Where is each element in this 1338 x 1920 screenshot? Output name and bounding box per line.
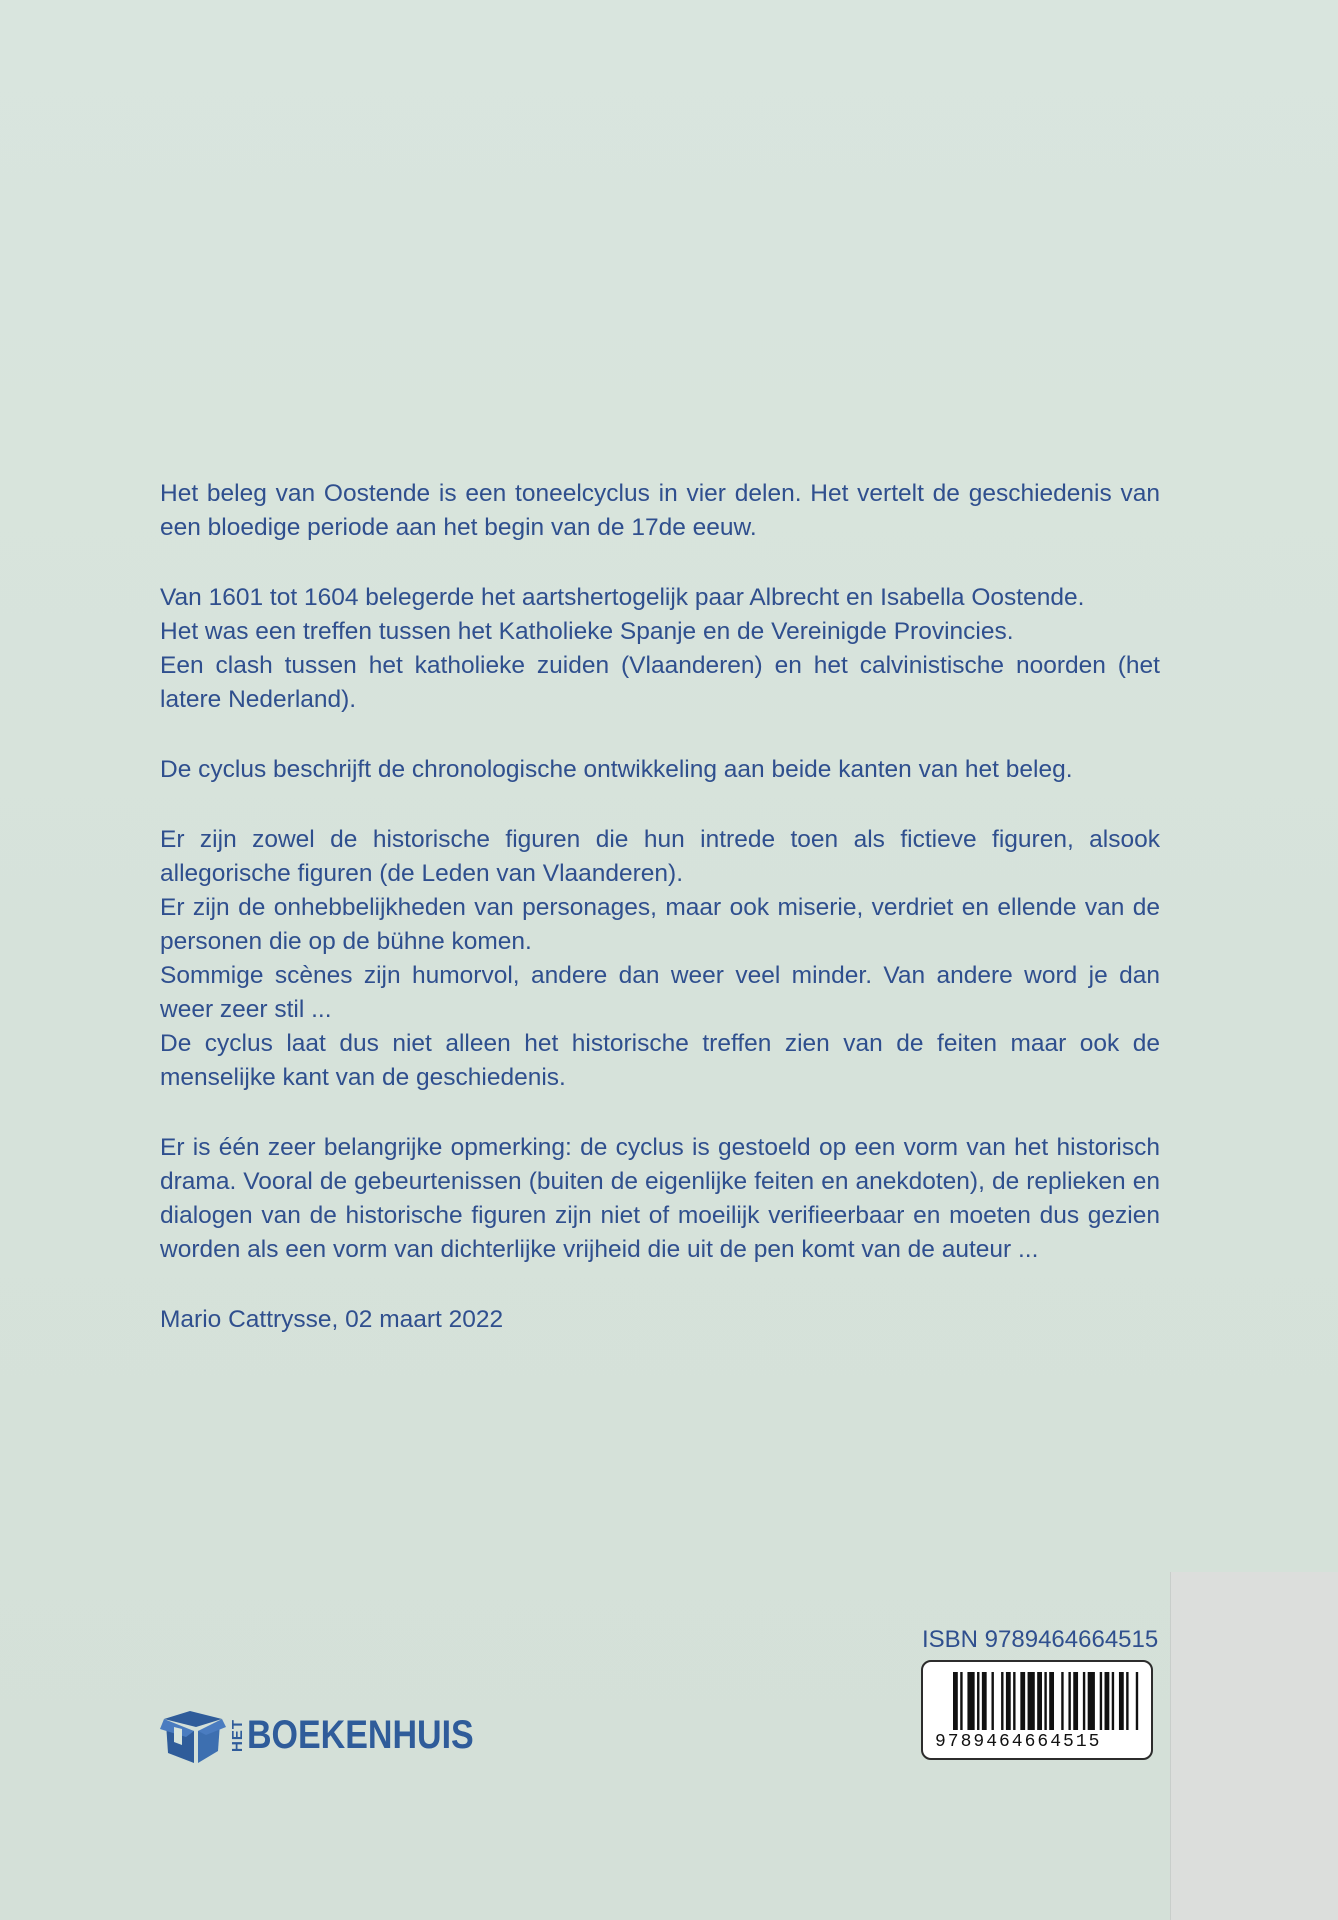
publisher-name: BOEKENHUIS xyxy=(247,1712,474,1757)
blurb-line: Er zijn de onhebbelijkheden van personages, maar ook miserie, verdriet en ellende van de personen die op de bühne komen. xyxy=(160,894,1160,955)
blurb-line: De cyclus laat dus niet alleen het historische treffen zien van de feiten maar ook de menselijke kant van de geschiedenis. xyxy=(160,1030,1160,1091)
open-box-icon xyxy=(160,1705,226,1765)
sticker-tab xyxy=(1170,1572,1338,1920)
blurb-paragraph-5: Er is één zeer belangrijke opmerking: de cyclus is gestoeld op een vorm van het historisch drama. Vooral de gebeurtenissen (buiten de eigenlijke feiten en anekdoten), de replieken en dialogen van de historische figuren zijn niet of moeilijk verifieerbaar en moeten dus gezien worden als een vorm van dichterlijke vrijheid die uit de pen komt van de auteur ... xyxy=(160,1134,1160,1263)
blurb-line: Sommige scènes zijn humorvol, andere dan weer veel minder. Van andere word je dan weer zeer stil ... xyxy=(160,962,1160,1023)
blurb-line: Het was een treffen tussen het Katholieke Spanje en de Vereinigde Provincies. xyxy=(160,618,1014,645)
isbn-label: ISBN 9789464664515 xyxy=(922,1626,1159,1653)
publisher-logo xyxy=(160,1705,514,1765)
barcode-bars xyxy=(953,1672,1143,1730)
blurb-line: Van 1601 tot 1604 belegerde het aartshertogelijk paar Albrecht en Isabella Oostende. xyxy=(160,584,1085,611)
blurb-line: Er zijn zowel de historische figuren die hun intrede toen als fictieve figuren, alsook allegorische figuren (de Leden van Vlaanderen). xyxy=(160,826,1160,887)
blurb-line: Een clash tussen het katholieke zuiden (Vlaanderen) en het calvinistische noorden (het latere Nederland). xyxy=(160,652,1160,713)
barcode xyxy=(921,1660,1153,1760)
blurb-paragraph-4 xyxy=(160,823,1160,1095)
author-signature: Mario Cattrysse, 02 maart 2022 xyxy=(160,1306,504,1333)
blurb-paragraph-3: De cyclus beschrijft de chronologische ontwikkeling aan beide kanten van het beleg. xyxy=(160,756,1073,783)
publisher-het: HET xyxy=(229,1718,246,1752)
blurb-paragraph-1: Het beleg van Oostende is een toneelcyclus in vier delen. Het vertelt de geschiedenis van een bloedige periode aan het begin van de 17de eeuw. xyxy=(160,480,1160,541)
barcode-digits: 9789464664515 xyxy=(935,1732,1102,1752)
blurb-text xyxy=(160,477,1160,1373)
blurb-paragraph-2 xyxy=(160,581,1160,717)
